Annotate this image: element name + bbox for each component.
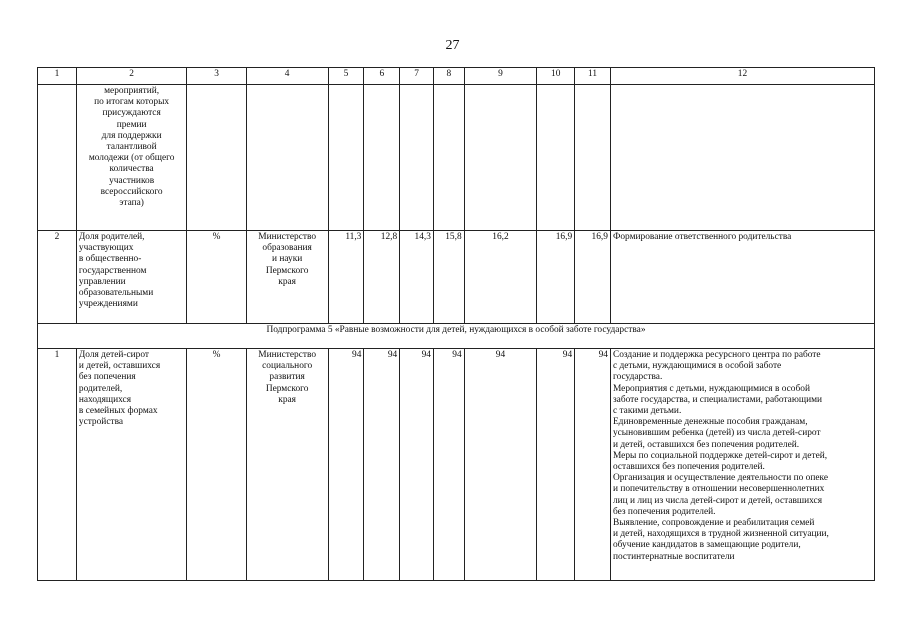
- unit-cell: [187, 85, 246, 231]
- row-number: 1: [38, 349, 77, 581]
- indicators-table: [37, 67, 875, 581]
- row-number: 2: [38, 231, 77, 324]
- col-header-7: 7: [400, 68, 434, 85]
- indicator-cell: мероприятий, по итогам которых присуждаются премии для поддержки талантливой молодежи (от общего количества участников всероссийского этапа): [76, 85, 187, 231]
- value-cell: [400, 85, 434, 231]
- col-header-12: 12: [610, 68, 874, 85]
- value-cell: 16,9: [575, 231, 611, 324]
- subprogram-row: [38, 324, 875, 349]
- value-cell: [364, 85, 400, 231]
- header-row: [38, 68, 875, 85]
- indicator-cell: Доля родителей, участвующих в общественно- государственном управлении образовательными учреждениями: [76, 231, 187, 324]
- executor-cell: Министерство образования и науки Пермского края: [246, 231, 328, 324]
- col-header-9: 9: [464, 68, 537, 85]
- col-header-6: 6: [364, 68, 400, 85]
- table-row: [38, 231, 875, 324]
- col-header-11: 11: [575, 68, 611, 85]
- measures-cell: Формирование ответственного родительства: [610, 231, 874, 324]
- page-number: 27: [445, 38, 460, 53]
- value-cell: [537, 85, 575, 231]
- unit-cell: %: [187, 231, 246, 324]
- measures-cell: [610, 85, 874, 231]
- unit-cell: %: [187, 349, 246, 581]
- table-row: [38, 85, 875, 231]
- executor-cell: [246, 85, 328, 231]
- value-cell: 94: [537, 349, 575, 581]
- table-row: [38, 349, 875, 581]
- value-cell: [575, 85, 611, 231]
- value-cell: [433, 85, 464, 231]
- value-cell: 94: [328, 349, 364, 581]
- col-header-2: 2: [76, 68, 187, 85]
- value-cell: 16,9: [537, 231, 575, 324]
- col-header-1: 1: [38, 68, 77, 85]
- value-cell: 15,8: [433, 231, 464, 324]
- col-header-4: 4: [246, 68, 328, 85]
- measures-cell: Создание и поддержка ресурсного центра по работе с детьми, нуждающимися в особой заботе государства. Мероприятия с детьми, нуждающимися в особой заботе государства, и специалистами, работающими с такими детьми. Единовременные денежные пособия гражданам, усыновившим ребенка (детей) из числа детей-сирот и детей, оставшихся без попечения родителей. Меры по социальной поддержке детей-сирот и детей, оставшихся без попечения родителей. Организация и осуществление деятельности по опеке и попечительству в отношении несовершеннолетних лиц и лиц из числа детей-сирот и детей, оставшихся без попечения родителей. Выявление, сопровождение и реабилитация семей и детей, находящихся в трудной жизненной ситуации, обучение кандидатов в замещающие родители, постинтернатные воспитатели: [610, 349, 874, 581]
- value-cell: 94: [433, 349, 464, 581]
- col-header-10: 10: [537, 68, 575, 85]
- value-cell: 94: [400, 349, 434, 581]
- col-header-8: 8: [433, 68, 464, 85]
- subprogram-title: Подпрограмма 5 «Равные возможности для детей, нуждающихся в особой заботе государства»: [38, 324, 875, 349]
- executor-cell: Министерство социального развития Пермского края: [246, 349, 328, 581]
- col-header-5: 5: [328, 68, 364, 85]
- value-cell: 11,3: [328, 231, 364, 324]
- value-cell: 94: [575, 349, 611, 581]
- value-cell: 94: [364, 349, 400, 581]
- value-cell: 12,8: [364, 231, 400, 324]
- row-number: [38, 85, 77, 231]
- value-cell: 16,2: [464, 231, 537, 324]
- col-header-3: 3: [187, 68, 246, 85]
- value-cell: 94: [464, 349, 537, 581]
- value-cell: 14,3: [400, 231, 434, 324]
- value-cell: [328, 85, 364, 231]
- value-cell: [464, 85, 537, 231]
- indicator-cell: Доля детей-сирот и детей, оставшихся без попечения родителей, находящихся в семейных формах устройства: [76, 349, 187, 581]
